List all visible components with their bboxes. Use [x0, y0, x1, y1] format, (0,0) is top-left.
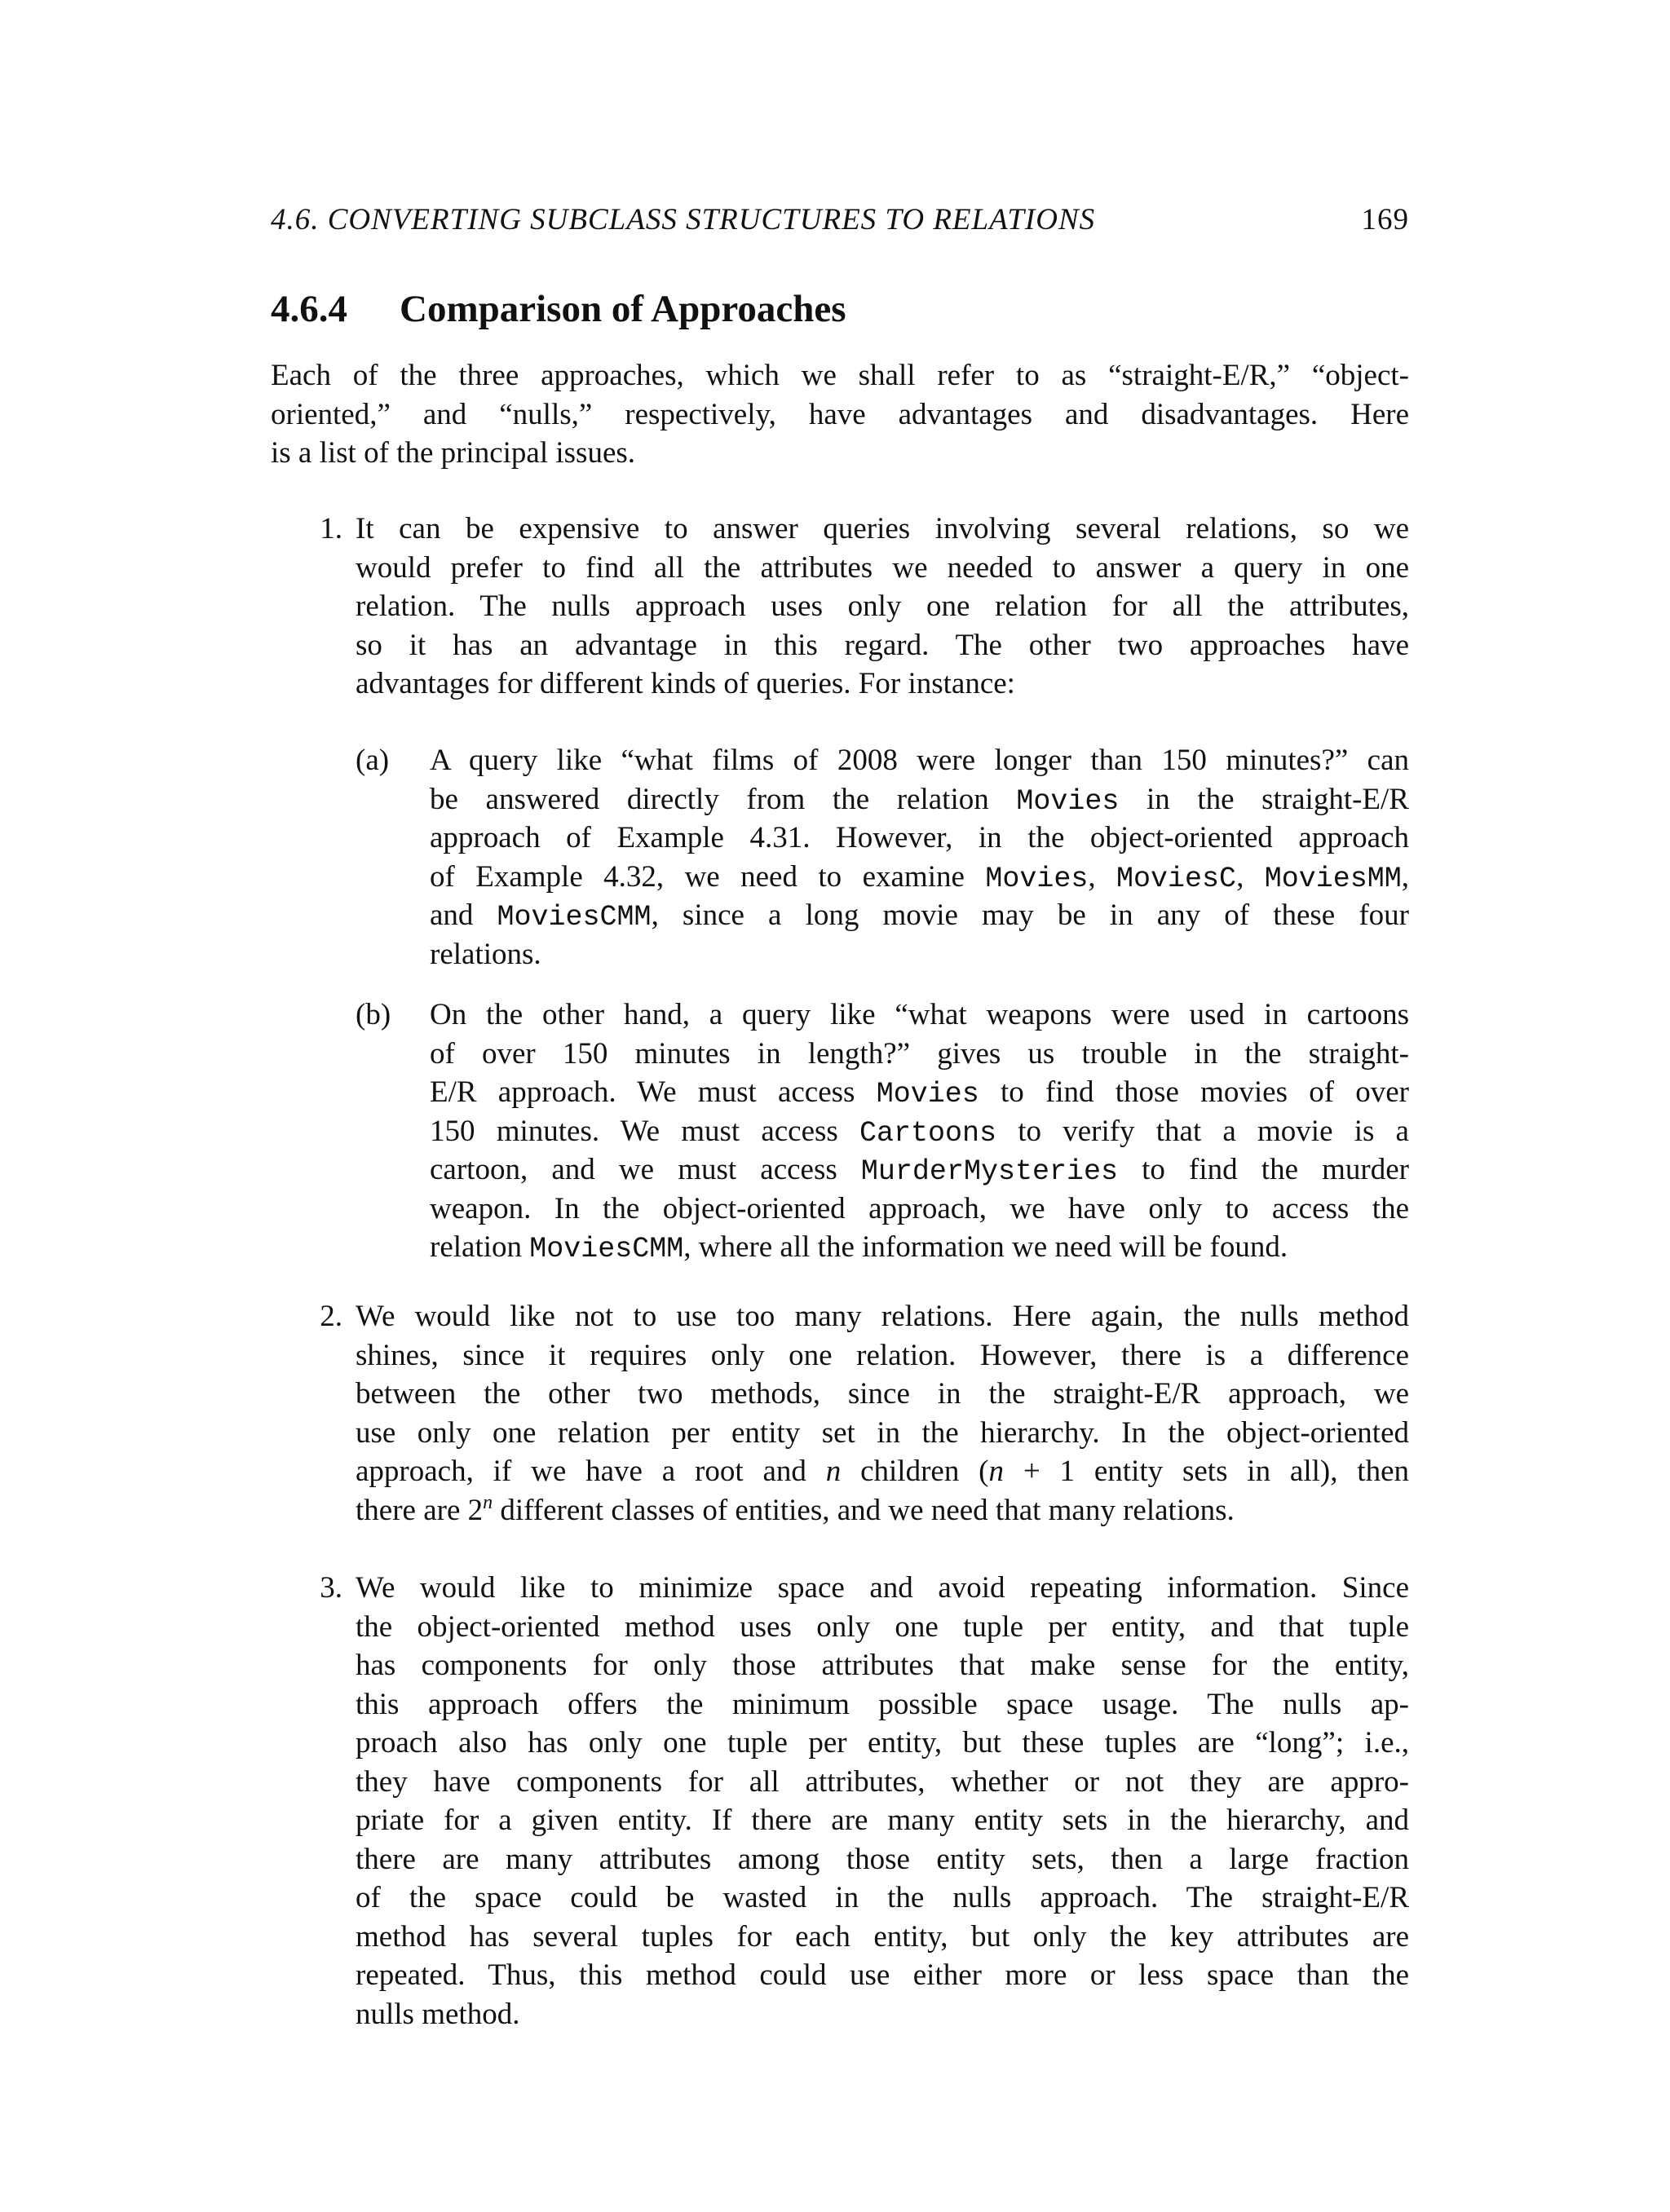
text-line: relation MoviesCMM, where all the information we need will be found. — [430, 1230, 1288, 1265]
text-line: so it has an advantage in this regard. The other two approaches have — [356, 628, 1409, 662]
sub-item-marker: (b) — [356, 998, 391, 1031]
list-item-body — [356, 510, 1409, 704]
section-title: Comparison of Approaches — [400, 288, 846, 330]
text-line: there are many attributes among those entity sets, then a large fraction — [356, 1842, 1409, 1876]
text-line: of Example 4.32, we need to examine Movies, MoviesC, MoviesMM, — [430, 859, 1410, 895]
sub-item-marker: (a) — [356, 744, 390, 777]
section-number: 4.6.4 — [271, 288, 347, 330]
relation-name: MoviesCMM — [529, 1233, 684, 1265]
intro-paragraph — [271, 356, 1409, 473]
text-line: nulls method. — [356, 1997, 520, 2031]
sub-item-body — [430, 996, 1409, 1267]
text-line: weapon. In the object-oriented approach, we have only to access the — [430, 1191, 1409, 1225]
text-line: Each of the three approaches, which we shall refer to as “straight-E/R,” “object- — [271, 359, 1409, 392]
text-line: approach, if we have a root and n children (n + 1 entity sets in all), then — [356, 1455, 1410, 1488]
section-heading — [271, 287, 846, 331]
text-line: cartoon, and we must access MurderMysteries to find the murder — [430, 1153, 1409, 1188]
list-marker: 3. — [320, 1571, 342, 1605]
text-line: advantages for different kinds of queries. For instance: — [356, 667, 1015, 700]
text-line: be answered directly from the relation Movies in the straight-E/R — [430, 782, 1409, 818]
text-line: repeated. Thus, this method could use either more or less space than the — [356, 1958, 1409, 1992]
text-line: shines, since it requires only one relation. However, there is a difference — [356, 1338, 1409, 1372]
text-line: E/R approach. We must access Movies to find those movies of over — [430, 1075, 1409, 1110]
text-line: use only one relation per entity set in the hierarchy. In the object-oriented — [356, 1415, 1409, 1450]
relation-name: MoviesC — [1116, 862, 1237, 895]
text-line: has components for only those attributes that make sense for the entity, — [356, 1649, 1409, 1682]
text-line: On the other hand, a query like “what weapons were used in cartoons — [430, 998, 1409, 1031]
text-line: of over 150 minutes in length?” gives us trouble in the straight- — [430, 1036, 1409, 1071]
text-line: would prefer to find all the attributes we needed to answer a query in one — [356, 550, 1409, 585]
relation-name: MoviesMM — [1264, 862, 1402, 895]
relation-name: Cartoons — [859, 1116, 997, 1150]
relation-name: Movies — [985, 862, 1089, 895]
text-line: there are 2$^n$ different classes of entities, and we need that many relations. — [356, 1491, 1235, 1527]
text-line: this approach offers the minimum possible space usage. The nulls ap- — [356, 1687, 1409, 1721]
text-line: method has several tuples for each entity, but only the key attributes are — [356, 1919, 1409, 1954]
sub-item-body — [430, 741, 1409, 974]
text-line: proach also has only one tuple per entity, but these tuples are “long”; i.e., — [356, 1726, 1409, 1759]
text-line: It can be expensive to answer queries involving several relations, so we — [356, 512, 1409, 545]
page-number: 169 — [1361, 203, 1409, 236]
text-line: between the other two methods, since in the straight-E/R approach, we — [356, 1377, 1409, 1411]
text-line: approach of Example 4.31. However, in the object-oriented approach — [430, 821, 1409, 854]
relation-name: Movies — [1016, 784, 1120, 818]
running-head — [271, 202, 1409, 245]
text-line: they have components for all attributes, whether or not they are appro- — [356, 1764, 1409, 1799]
text-line: oriented,” and “nulls,” respectively, have advantages and disadvantages. Here — [271, 397, 1409, 431]
text-line: priate for a given entity. If there are many entity sets in the hierarchy, and — [356, 1804, 1409, 1837]
list-marker: 2. — [320, 1300, 342, 1333]
text-line: relation. The nulls approach uses only one relation for all the attributes, — [356, 589, 1409, 623]
relation-name: MurderMysteries — [860, 1155, 1118, 1188]
list-item-body — [356, 1569, 1409, 2033]
text-line: relations. — [430, 937, 541, 971]
text-line: and MoviesCMM, since a long movie may be in any of these four — [430, 898, 1409, 934]
text-line: the object-oriented method uses only one tuple per entity, and that tuple — [356, 1609, 1409, 1644]
list-marker: 1. — [320, 512, 342, 545]
running-title: 4.6. CONVERTING SUBCLASS STRUCTURES TO RELATIONS — [271, 203, 1096, 236]
text-line: A query like “what films of 2008 were longer than 150 minutes?” can — [430, 744, 1409, 777]
text-line: We would like not to use too many relations. Here again, the nulls method — [356, 1300, 1409, 1333]
text-line: 150 minutes. We must access Cartoons to verify that a movie is a — [430, 1114, 1409, 1150]
list-item-body — [356, 1297, 1409, 1530]
text-line: of the space could be wasted in the nulls approach. The straight-E/R — [356, 1881, 1409, 1914]
text-line: is a list of the principal issues. — [271, 436, 636, 470]
text-line: We would like to minimize space and avoid repeating information. Since — [356, 1571, 1409, 1605]
relation-name: Movies — [876, 1078, 979, 1110]
relation-name: MoviesCMM — [497, 901, 652, 934]
